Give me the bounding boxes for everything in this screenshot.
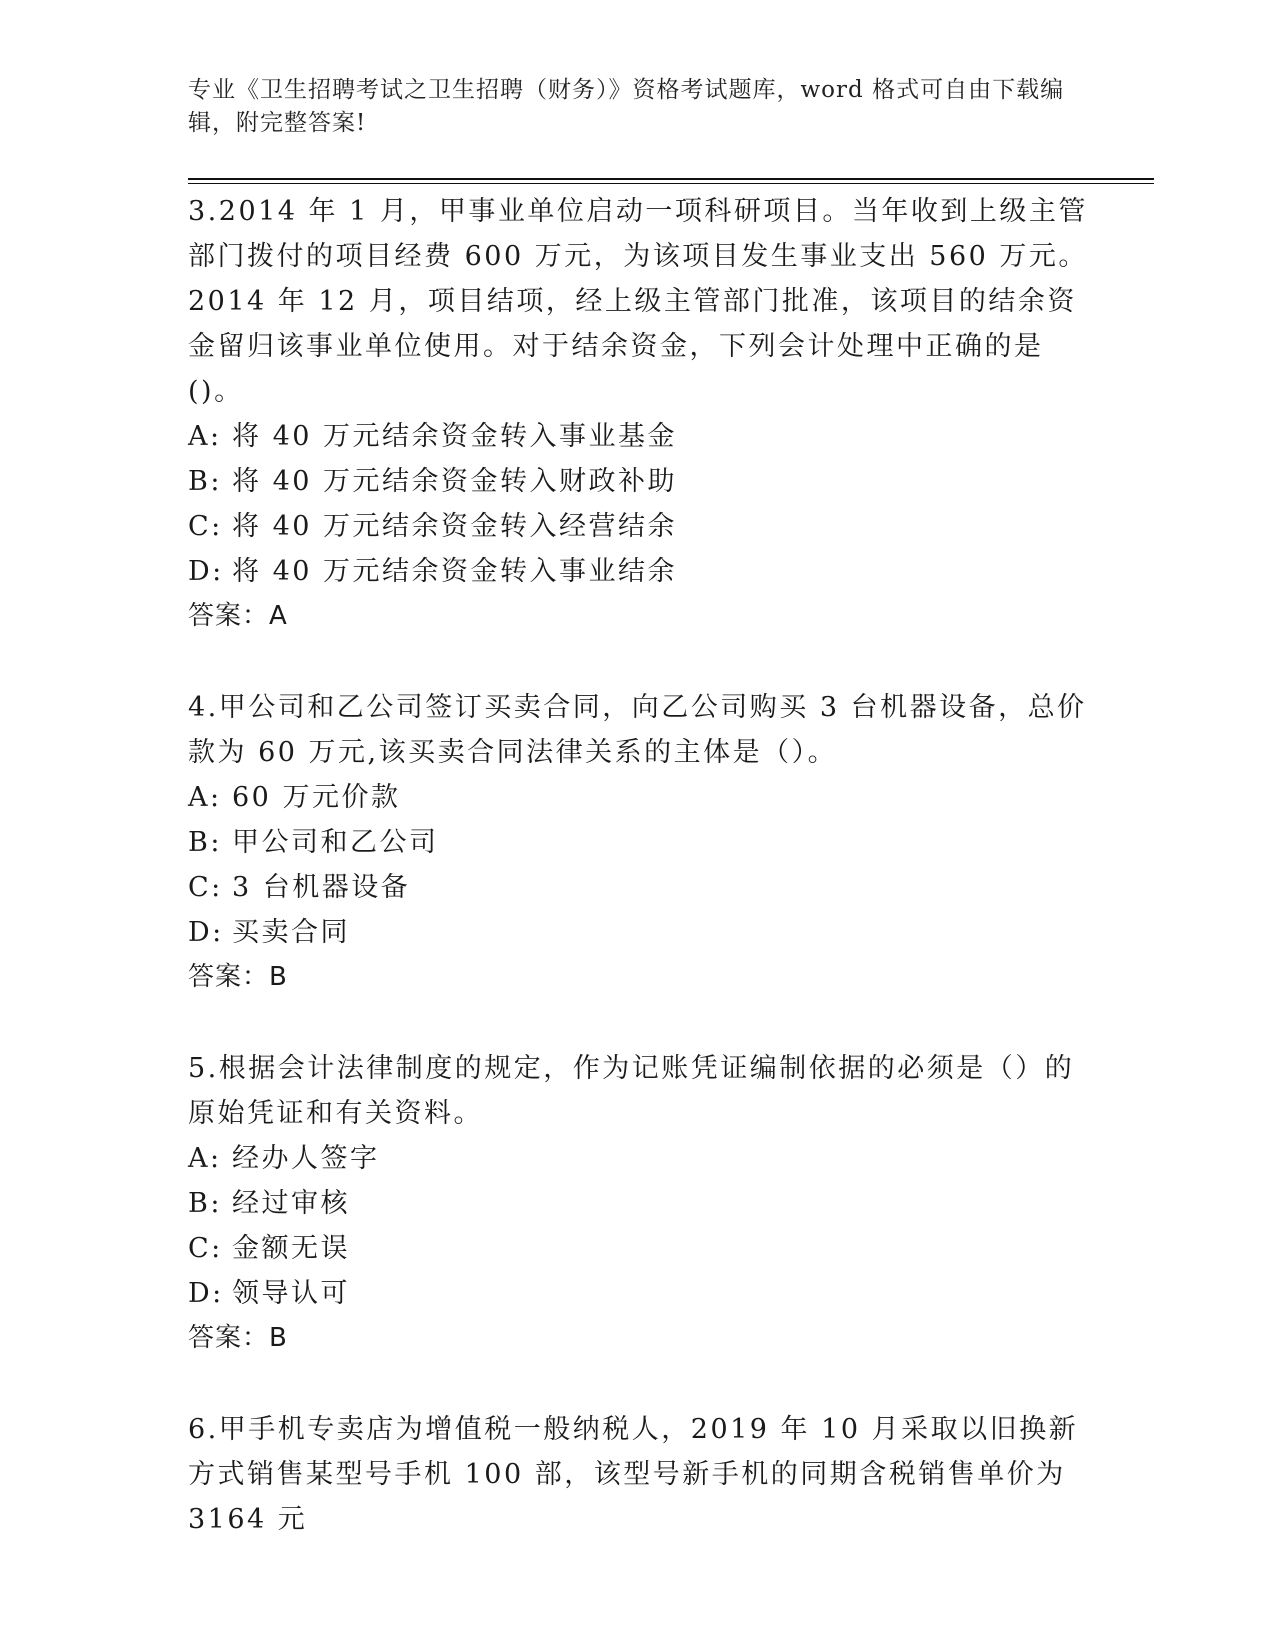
question-4 [188,685,1088,1000]
option-a [188,414,1088,459]
option-letter: D: [188,917,224,948]
option-d [188,910,1088,955]
option-letter: A: [188,782,222,813]
header-divider-thin [188,183,1154,184]
option-letter: B: [188,1188,222,1219]
option-text: 3 台机器设备 [232,872,411,903]
question-6 [188,1407,1088,1542]
question-stem: 6.甲手机专卖店为增值税一般纳税人，2019 年 10 月采取以旧换新方式销售某型号手机 100 部，该型号新手机的同期含税销售单价为 3164 元 [188,1414,1079,1535]
question-stem: 5.根据会计法律制度的规定，作为记账凭证编制依据的必须是（）的原始凭证和有关资料。 [188,1053,1075,1129]
option-text: 领导认可 [232,1278,350,1309]
question-spacer [188,639,1088,685]
option-b [188,459,1088,504]
option-letter: A: [188,1143,222,1174]
option-text: 将 40 万元结余资金转入事业基金 [232,421,678,452]
answer-line: 答案：B [188,962,288,992]
question-5 [188,1046,1088,1361]
option-letter: C: [188,511,223,542]
answer-line: 答案：A [188,601,288,631]
option-letter: B: [188,827,222,858]
option-text: 将 40 万元结余资金转入事业结余 [232,556,678,587]
option-b [188,820,1088,865]
document-header: 专业《卫生招聘考试之卫生招聘（财务）》资格考试题库，word 格式可自由下载编辑，附完整答案! [188,77,1065,136]
option-c [188,504,1088,549]
question-list [188,189,1088,1542]
option-b [188,1181,1088,1226]
answer-line: 答案：B [188,1323,288,1353]
option-text: 将 40 万元结余资金转入经营结余 [232,511,678,542]
question-stem: 4.甲公司和乙公司签订买卖合同，向乙公司购买 3 台机器设备，总价款为 60 万元,该买卖合同法律关系的主体是（）。 [188,692,1087,768]
option-letter: A: [188,421,222,452]
option-text: 金额无误 [232,1233,350,1264]
option-text: 60 万元价款 [232,782,401,813]
option-text: 买卖合同 [232,917,350,948]
option-c [188,865,1088,910]
option-letter: D: [188,556,224,587]
option-a [188,1136,1088,1181]
question-3 [188,189,1088,639]
question-spacer [188,1361,1088,1407]
option-d [188,1271,1088,1316]
option-letter: C: [188,872,223,903]
option-text: 经办人签字 [232,1143,380,1174]
option-letter: D: [188,1278,224,1309]
option-text: 甲公司和乙公司 [232,827,439,858]
question-spacer [188,1000,1088,1046]
option-letter: C: [188,1233,223,1264]
option-a [188,775,1088,820]
option-text: 经过审核 [232,1188,350,1219]
question-stem: 3.2014 年 1 月，甲事业单位启动一项科研项目。当年收到上级主管部门拨付的项目经费 600 万元，为该项目发生事业支出 560 万元。2014 年 12 月，项目结项，经上级主管部门批准，该项目的结余资金留归该事业单位使用。对于结余资金，下列会计处理中正确的是()。 [188,196,1088,407]
option-d [188,549,1088,594]
header-divider-thick [188,178,1154,180]
option-c [188,1226,1088,1271]
option-letter: B: [188,466,222,497]
option-text: 将 40 万元结余资金转入财政补助 [232,466,678,497]
